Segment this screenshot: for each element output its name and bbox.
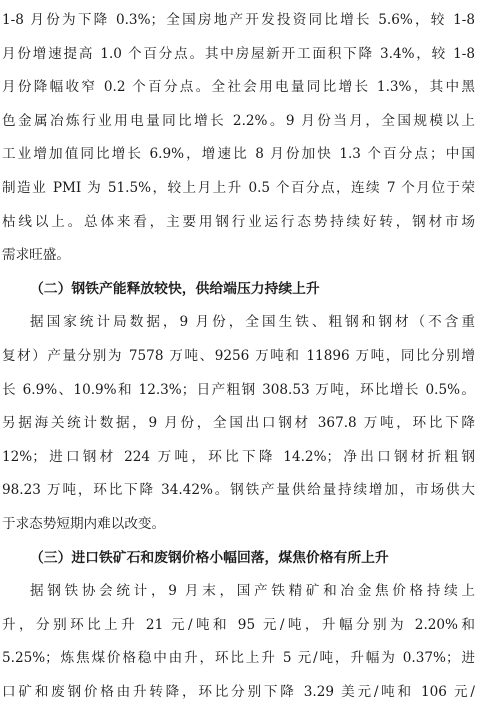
text-line: 另据海关统计数据，9 月份，全国出口钢材 367.8 万吨，环比下降 [2,415,475,432]
text-line: 12%；进口钢材 224 万吨，环比下降 14.2%；净出口钢材折粗钢 [2,448,475,465]
paragraph-supply [2,306,475,541]
text-line: 1-8 月份为下降 0.3%；全国房地产开发投资同比增长 5.6%，较 1-8 [2,12,475,28]
text-line: 98.23 万吨，环比下降 34.42%。钢铁产量供给量持续增加，市场供大 [2,482,475,499]
text-line: 色金属冶炼行业用电量同比增长 2.2%。9 月份当月，全国规模以上 [2,112,475,129]
text-line: 枯线以上。总体来看，主要用钢行业运行态势持续好转，钢材市场 [2,213,475,230]
text-line: 长 6.9%、10.9%和 12.3%；日产粗钢 308.53 万吨，环比增长 0.5%。 [2,381,475,398]
text-line: 升，分别环比上升 21 元/吨和 95 元/吨，升幅分别为 2.20%和 [2,616,475,633]
paragraph-prices [2,575,475,709]
text-line: 于求态势短期内难以改变。 [2,515,166,532]
section-heading-prices: （三）进口铁矿石和废钢价格小幅回落，煤焦价格有所上升 [30,549,389,566]
text-line: 制造业 PMI 为 51.5%，较上月上升 0.5 个百分点，连续 7 个月位于荣 [2,179,475,196]
text-line: 月份降幅收窄 0.2 个百分点。全社会用电量同比增长 1.3%，其中黑 [2,79,475,96]
text-line: 月份增速提高 1.0 个百分点。其中房屋新开工面积下降 3.4%，较 1-8 [2,45,475,62]
paragraph-demand [2,4,475,273]
text-line: 5.25%；炼焦煤价格稳中由升，环比上升 5 元/吨，升幅为 0.37%；进 [2,650,475,667]
text-line: 据钢铁协会统计，9 月末，国产铁精矿和冶金焦价格持续上 [30,583,475,600]
text-line: 需求旺盛。 [2,247,70,264]
text-line: 复材）产量分别为 7578 万吨、9256 万吨和 11896 万吨，同比分别增 [2,347,475,364]
section-heading-supply: （二）钢铁产能释放较快，供给端压力持续上升 [30,280,320,297]
text-line: 工业增加值同比增长 6.9%，增速比 8 月份加快 1.3 个百分点；中国 [2,146,475,163]
text-line: 据国家统计局数据，9 月份，全国生铁、粗钢和钢材（不含重 [30,314,475,331]
text-line: 口矿和废钢价格由升转降，环比分别下降 3.29 美元/吨和 106 元/ [2,683,475,700]
